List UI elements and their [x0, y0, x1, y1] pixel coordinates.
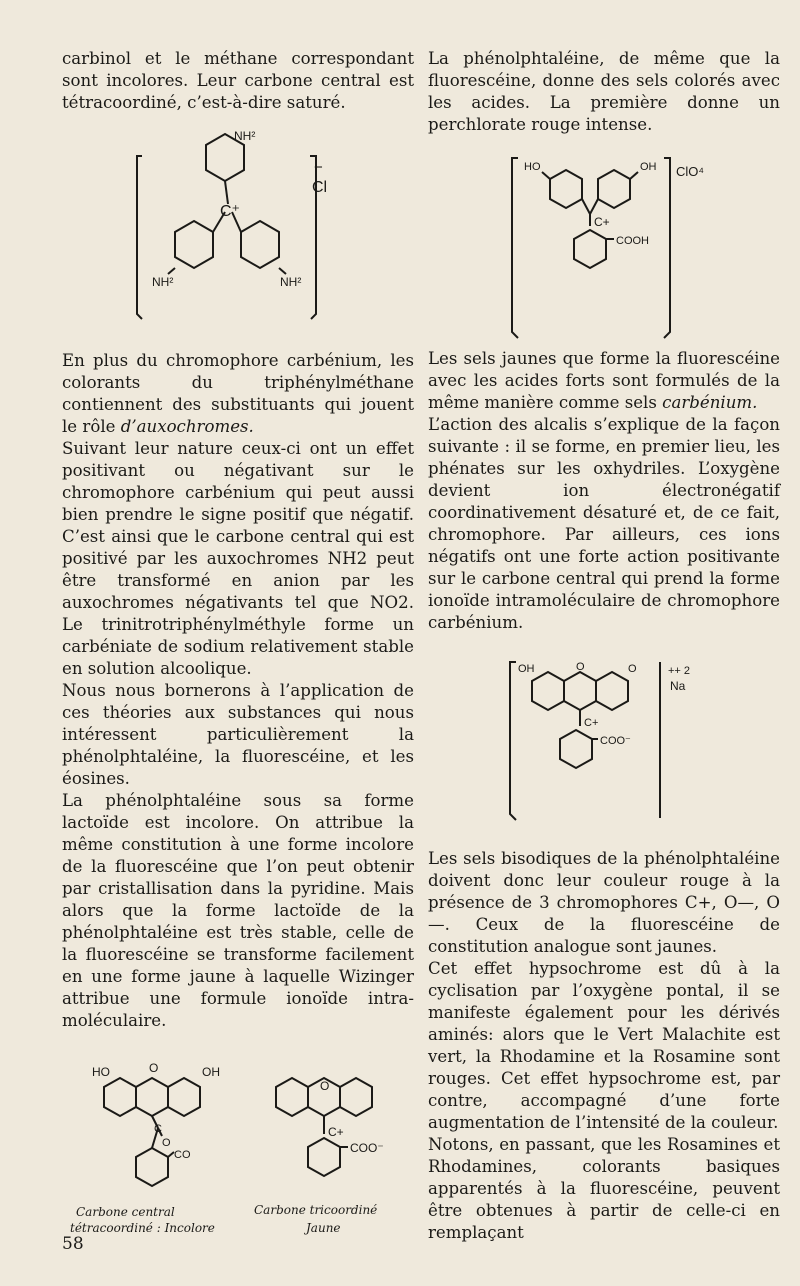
- right-paragraph-2: [428, 348, 780, 414]
- left-paragraph-2-italic: d’auxochromes.: [120, 417, 254, 436]
- perchlorate-ho: HO: [524, 161, 541, 173]
- right-paragraph-2-italic: carbénium.: [662, 393, 758, 412]
- lactoid-c: C: [154, 1123, 162, 1135]
- lactoid-ho: HO: [92, 1065, 110, 1079]
- left-paragraph-2: [62, 350, 414, 438]
- lactoid-o-bridge: O: [149, 1061, 159, 1075]
- left-paragraph-4: Nous nous bornerons à l’application de ces théories aux substances qui nous intéressent particulièrement la phénolphtaléine, la fluorescéine, et les éosines.: [62, 681, 414, 788]
- perchlorate-oh: OH: [640, 161, 657, 173]
- disodium-o-right: O: [628, 663, 637, 675]
- carbenium-nh2-right: NH²: [280, 275, 302, 289]
- page-number: 58: [62, 1234, 84, 1254]
- lactoid-co: CO: [174, 1149, 191, 1161]
- figure-fluorescein-forms: [62, 1048, 414, 1252]
- carbenium-minus: −: [314, 159, 323, 176]
- disodium-o-minus: OH: [518, 663, 535, 675]
- lactoid-o: O: [162, 1137, 171, 1149]
- perchlorate-clo4: ClO⁴: [676, 164, 704, 179]
- ionoid-c-plus: C+: [328, 1125, 344, 1139]
- disodium-c-plus: C+: [584, 717, 599, 729]
- ionoid-o-bridge: O: [320, 1079, 330, 1093]
- left-paragraph-3: Suivant leur nature ceux-ci ont un effet positivant ou négativant sur le chromophore carbénium qui peut aussi bien prendre le signe positif que négatif. C’est ainsi que le carbone central qui est positivé par les auxochromes NH2 peut être transformé en anion par les auxochromes négativants tel que NO2. Le trinitrotriphénylméthyle forme un carbéniate de sodium relativement stable en solution alcoolique.: [62, 439, 414, 678]
- disodium-structure: [428, 634, 780, 848]
- disodium-coo: COO⁻: [600, 735, 631, 747]
- lactoid-caption-2: tétracoordiné : Incolore: [70, 1221, 215, 1235]
- lactoid-caption-1: Carbone central: [76, 1205, 175, 1219]
- carbenium-chloride: Cl: [312, 179, 328, 196]
- right-paragraph-3: L’action des alcalis s’explique de la façon suivante : il se forme, en premier lieu, les phénates sur les oxhydriles. L’oxygène devient ion électronégatif coordinativement désaturé et, de ce fait, chromophore. Par ailleurs, ces ions négatifs ont une forte action positivante sur le carbone central qui prend la forme ionoïde intramoléculaire de chromophore carbénium.: [428, 415, 780, 632]
- right-paragraph-1: La phénolphtaléine, de même que la fluorescéine, donne des sels colorés avec les acides. La première donne un perchlorate rouge intense.: [428, 49, 780, 134]
- fluorescein-forms-structures: [62, 1048, 414, 1252]
- perchlorate-c-plus: C+: [594, 215, 610, 229]
- figure-disodium: [428, 634, 780, 848]
- ionoid-caption-1: Carbone tricoordiné: [254, 1203, 378, 1217]
- left-paragraph-5: La phénolphtaléine sous sa forme lactoïde est incolore. On attribue la même constitution à une forme incolore de la fluorescéine que l’on peut obtenir par cristallisation dans la pyridine. Mais alors que la forme lactoïde de la phénolphtaléine est très stable, celle de la fluorescéine se transforme facilement en une forme jaune à laquelle Wizinger attribue une formule ionoïde intra-moléculaire.: [62, 791, 414, 1030]
- disodium-o-bridge: O: [576, 661, 585, 673]
- right-paragraph-2-text: Les sels jaunes que forme la fluorescéine avec les acides forts sont formulés de la même manière comme sels: [428, 349, 780, 412]
- ionoid-coo: COO⁻: [350, 1141, 384, 1155]
- disodium-na: Na: [670, 679, 686, 693]
- perchlorate-cooh: COOH: [616, 235, 649, 247]
- figure-carbenium: [62, 114, 414, 350]
- right-column: [428, 48, 780, 1244]
- ionoid-caption-2: Jaune: [306, 1221, 341, 1235]
- carbenium-nh2-top: NH²: [234, 129, 256, 143]
- carbenium-c-plus: C⁺: [220, 203, 240, 220]
- left-paragraph-2-text: En plus du chromophore carbénium, les colorants du triphénylméthane contiennent des substituants qui jouent le rôle: [62, 351, 414, 436]
- figure-perchlorate: [428, 136, 780, 348]
- perchlorate-structure: [428, 136, 780, 348]
- right-paragraph-4: Les sels bisodiques de la phénolphtaléine doivent donc leur couleur rouge à la présence de 3 chromophores C+, O—, O—. Ceux de la fluorescéine de constitution analogue sont jaunes.: [428, 849, 780, 956]
- carbenium-nh2-left: NH²: [152, 275, 174, 289]
- lactoid-oh: OH: [202, 1065, 220, 1079]
- right-paragraph-6: Notons, en passant, que les Rosamines et Rhodamines, colorants basiques apparentés à la fluorescéine, peuvent être obtenues à partir de celle-ci en remplaçant: [428, 1135, 780, 1242]
- left-paragraph-1: carbinol et le méthane correspondant sont incolores. Leur carbone central est tétracoordiné, c’est-à-dire saturé.: [62, 49, 414, 112]
- disodium-charge: ++ 2: [668, 665, 691, 677]
- carbenium-structure: [62, 114, 414, 350]
- right-paragraph-5: Cet effet hypsochrome est dû à la cyclisation par l’oxygène pontal, il se manifeste également pour les dérivés aminés: alors que le Vert Malachite est vert, la Rhodamine et la Rosamine sont rouges. Cet effet hypsochrome est, par contre, accompagné d’une forte augmentation de l’intensité de la couleur.: [428, 959, 780, 1132]
- left-column: [62, 48, 414, 1252]
